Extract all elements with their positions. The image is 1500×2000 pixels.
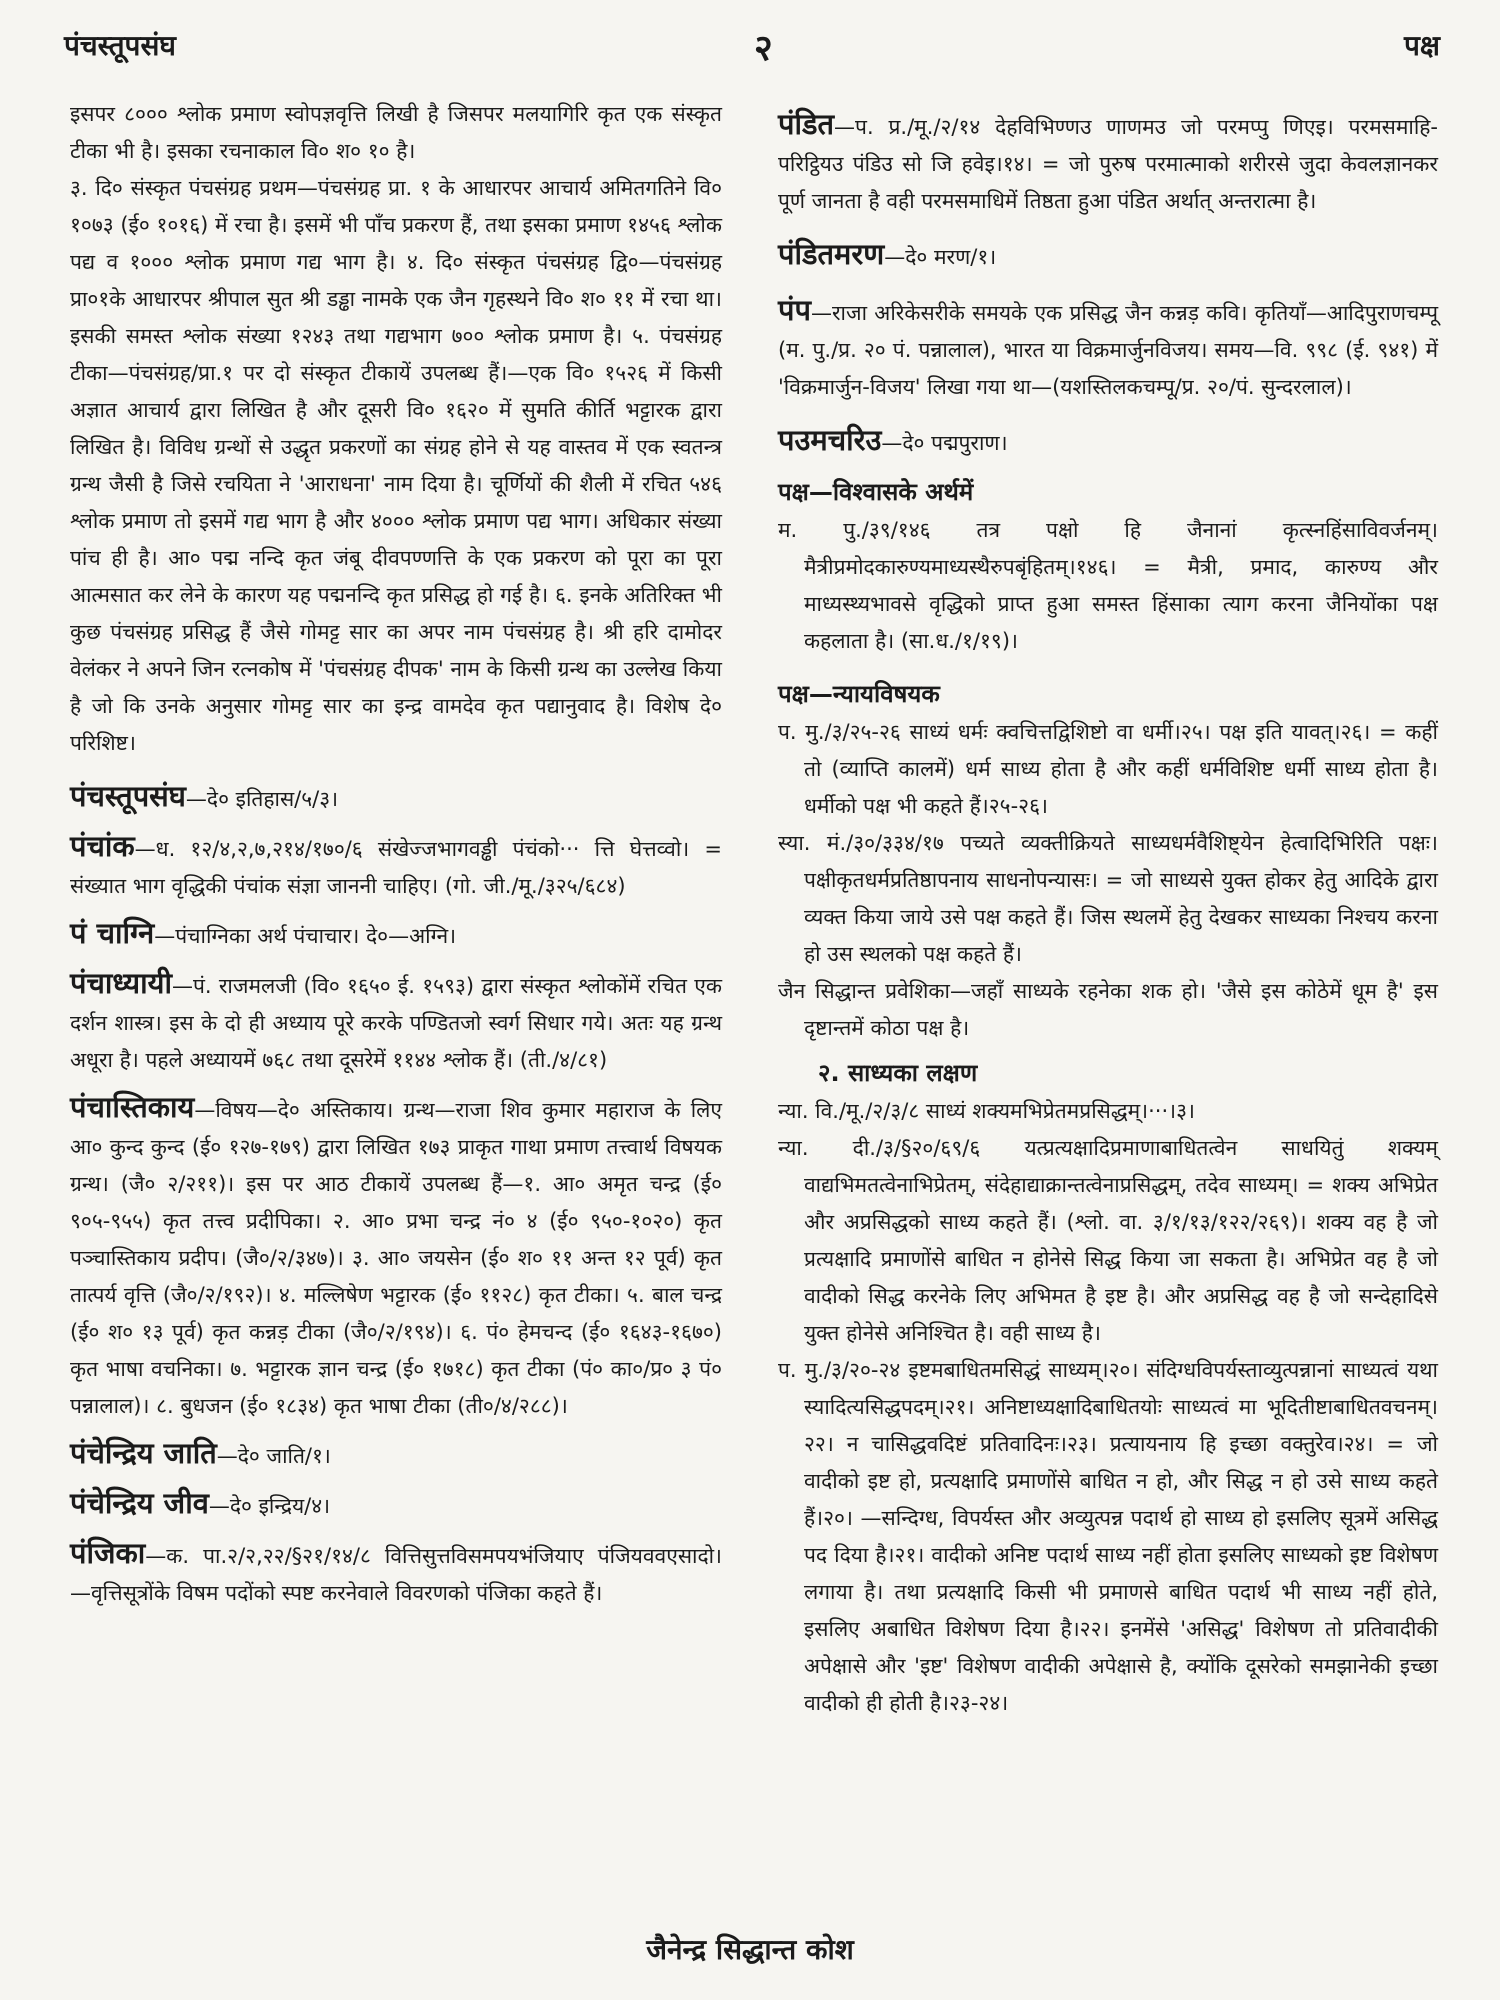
right-column [778,96,1438,1722]
page-number: २ [754,28,773,69]
entry-body: —विषय—दे० अस्तिकाय। ग्रन्थ—राजा शिव कुमार महाराज के लिए आ० कुन्द कुन्द (ई० १२७-१७९) द्वारा लिखित १७३ प्राकृत गाथा प्रमाण तत्त्वार्थ विषयक ग्रन्थ। (जै० २/२११)। इस पर आठ टीकायें उपलब्ध हैं—१. आ० अमृत चन्द्र (ई० ९०५-९५५) कृत तत्त्व प्रदीपिका। २. आ० प्रभा चन्द्र नं० ४ (ई० ९५०-१०२०) कृत पञ्चास्तिकाय प्रदीप। (जै०/२/३४७)। ३. आ० जयसेन (ई० श० ११ अन्त १२ पूर्व) कृत तात्पर्य वृत्ति (जै०/२/१९२)। ४. मल्लिषेण भट्टारक (ई० ११२८) कृत टीका। ५. बाल चन्द्र (ई० श० १३ पूर्व) कृत कन्नड़ टीका (जै०/२/१९४)। ६. पं० हेमचन्द (ई० १६४३-१६७०) कृत भाषा वचनिका। ७. भट्टारक ज्ञान चन्द्र (ई० १७१८) कृत टीका (पं० का०/प्र० ३ पं० पन्नालाल)। ८. बुधजन (ई० १८३४) कृत भाषा टीका (ती०/४/२८८)। [70,1098,722,1418]
entry-body: —प. प्र./मू./२/१४ देहविभिण्णउ णाणमउ जो परमप्पु णिएइ। परमसमाहि-परिट्ठियउ पंडिउ सो जि हवेइ।१४। = जो पुरुष परमात्माको शरीरसे जुदा केवलज्ञानकर पूर्ण जानता है वही परमसमाधिमें तिष्ठता हुआ पंडित अर्थात् अन्तरात्मा है। [778,115,1438,213]
headword: पंचास्तिकाय [70,1090,195,1124]
left-column [70,96,722,1612]
headword: पंचेन्द्रिय जीव [70,1486,209,1520]
headword: पंडित [778,107,835,141]
paksh-nyay-text-1: प. मु./३/२५-२६ साध्यं धर्मः क्वचित्तद्विशिष्टो वा धर्मी।२५। पक्ष इति यावत्।२६। = कहीं तो (व्याप्ति कालमें) धर्म साध्य होता है और कहीं धर्मविशिष्ट धर्मी साध्य होता है। धर्मीको पक्ष भी कहते हैं।२५-२६। [778,720,1438,818]
headword: पंचेन्द्रिय जाति [70,1436,217,1470]
entry-panjika [70,1533,722,1612]
entry-body: —पंचाग्निका अर्थ पंचाचार। दे०—अग्नि। [154,924,457,948]
page-header [64,18,1440,68]
entry-body: —पं. राजमलजी (वि० १६५० ई. १५९३) द्वारा संस्कृत श्लोकोंमें रचित एक दर्शन शास्त्र। इस के दो ही अध्याय पूरे करके पण्डितजो स्वर्ग सिधार गये। अतः यह ग्रन्थ अधूरा है। पहले अध्यायमें ७६८ तथा दूसरेमें ११४४ श्लोक हैं। (ती./४/८१) [70,974,722,1072]
entry-body: —दे० इन्द्रिय/४। [208,1494,331,1518]
entry-paumchariu [778,420,1438,462]
paksh-nyay-text-2: स्या. मं./३०/३३४/१७ पच्यते व्यक्तीक्रियते साध्यधर्मवैशिष्ट्येन हेत्वादिभिरिति पक्षः। पक्षीकृतधर्मप्रतिष्ठापनाय साधनोपन्यासः। = जो साध्यसे युक्त होकर हेतु आदिके द्वारा व्यक्त किया जाये उसे पक्ष कहते हैं। जिस स्थलमें हेतु देखकर साध्यका निश्चय करना हो उस स्थलको पक्ष कहते हैं। [778,831,1438,966]
paksh-vishwas-text: म. पु./३९/१४६ तत्र पक्षो हि जैनानां कृत्स्नहिंसाविवर्जनम्। मैत्रीप्रमोदकारुण्यमाध्यस्थैरुपबृंहितम्।१४६। = मैत्री, प्रमाद, कारुण्य और माध्यस्थ्यभावसे वृद्धिको प्राप्त हुआ समस्त हिंसाका त्याग करना जैनियोंका पक्ष कहलाता है। (सा.ध./१/१९)। [778,518,1438,653]
entry-body: —ध. १२/४,२,७,२१४/१७०/६ संखेज्जभागवड्ढी पंचंको··· त्ति घेत्तव्वो। = संख्यात भाग वृद्धिकी पंचांक संज्ञा जाननी चाहिए। (गो. जी./मू./३२५/६८४) [70,837,722,898]
entry-panchastupasangh [70,776,722,818]
entry-panchendriya-jiv [70,1483,722,1525]
headword: पउमचरिउ [778,423,882,457]
headword: पंडितमरण [778,237,885,271]
headword: पंचांक [70,829,135,863]
subheading-paksh-nyay: पक्ष—न्यायविषयक [778,680,940,708]
sadhya-text-3: प. मु./३/२०-२४ इष्टमबाधितमसिद्धं साध्यम्।२०। संदिग्धविपर्यस्ताव्युत्पन्नानां साध्यत्वं यथा स्यादित्यसिद्धपदम्।२१। अनिष्टाध्यक्षादिबाधितयोः साध्यत्वं मा भूदितीष्टाबाधितवचनम्।२२। न चासिद्धवदिष्टं प्रतिवादिनः।२३। प्रत्यायनाय हि इच्छा वक्तुरेव।२४। = जो वादीको इष्ट हो, प्रत्यक्षादि प्रमाणोंसे बाधित न हो, और सिद्ध न हो उसे साध्य कहते हैं।२०। —सन्दिग्ध, विपर्यस्त और अव्युत्पन्न पदार्थ हो साध्य हो इसलिए सूत्रमें असिद्ध पद दिया है।२१। वादीको अनिष्ट पदार्थ साध्य नहीं होता इसलिए साध्यको इष्ट विशेषण लगाया है। तथा प्रत्यक्षादि किसी भी प्रमाणसे बाधित पदार्थ भी साध्य नहीं होते, इसलिए अबाधित विशेषण दिया है।२२। इनमेंसे 'असिद्ध' विशेषण तो प्रतिवादीकी अपेक्षासे और 'इष्ट' विशेषण वादीकी अपेक्षासे है, क्योंकि दूसरेको समझानेकी इच्छा वादीको ही होती है।२३-२४। [778,1358,1438,1715]
headword: पंचाध्यायी [70,966,172,1000]
headword: पंजिका [70,1536,146,1570]
entry-pandit [778,104,1438,220]
entry-panchendriya-jati [70,1433,722,1475]
intro-text: इसपर ८००० श्लोक प्रमाण स्वोपज्ञवृत्ति लिखी है जिसपर मलयागिरि कृत एक संस्कृत टीका भी है। इसका रचनाकाल वि० श० १० है। [70,102,722,163]
entry-pamp [778,290,1438,406]
sadhya-text-1: न्या. वि./मू./२/३/८ साध्यं शक्यमभिप्रेतमप्रसिद्धम्।···।३। [778,1099,1195,1123]
section-sadhya-lakshan: २. साध्यका लक्षण [818,1059,978,1087]
entry-panchadhyayi [70,963,722,1079]
sadhya-text-2: न्या. दी./३/§२०/६९/६ यत्प्रत्यक्षादिप्रमाणाबाधितत्वेन साधयितुं शक्यम् वाद्यभिमतत्वेनाभिप्रेतम्, संदेहाद्याक्रान्तत्वेनाप्रसिद्धम्, तदेव साध्यम्। = शक्य अभिप्रेत और अप्रसिद्धको साध्य कहते हैं। (श्लो. वा. ३/१/१३/१२२/२६९)। शक्य वह है जो प्रत्यक्षादि प्रमाणोंसे बाधित न होनेसे सिद्ध किया जा सकता है। अभिप्रेत वह है जो वादीको सिद्ध करनेके लिए अभिमत है इष्ट है। और अप्रसिद्ध वह है जो सन्देहादिसे युक्त होनेसे अनिश्चित है। वही साध्य है। [778,1136,1438,1345]
headword: पं चाग्नि [70,916,155,950]
entry-body: —दे० जाति/१। [216,1444,331,1468]
entry-body: —दे० इतिहास/५/३। [185,787,339,811]
paksh-nyay-text-3: जैन सिद्धान्त प्रवेशिका—जहाँ साध्यके रहनेका शक हो। 'जैसे इस कोठेमें धूम है' इस दृष्टान्तमें कोठा पक्ष है। [778,979,1438,1040]
headword: पंप [778,293,811,327]
panchasangrah-text: ३. दि० संस्कृत पंचसंग्रह प्रथम—पंचसंग्रह प्रा. १ के आधारपर आचार्य अमितगतिने वि० १०७३ (ई० १०१६) में रचा है। इसमें भी पाँच प्रकरण हैं, तथा इसका प्रमाण १४५६ श्लोक पद्य व १००० श्लोक प्रमाण गद्य भाग है। ४. दि० संस्कृत पंचसंग्रह द्वि०—पंचसंग्रह प्रा०१के आधारपर श्रीपाल सुत श्री डड्ढा नामके एक जैन गृहस्थने वि० श० ११ में रचा था। इसकी समस्त श्लोक संख्या १२४३ तथा गद्यभाग ७०० श्लोक प्रमाण है। ५. पंचसंग्रह टीका—पंचसंग्रह/प्रा.१ पर दो संस्कृत टीकायें उपलब्ध हैं।—एक वि० १५२६ में किसी अज्ञात आचार्य द्वारा लिखित है और दूसरी वि० १६२० में सुमति कीर्ति भट्टारक द्वारा लिखित है। विविध ग्रन्थों से उद्धृत प्रकरणों का संग्रह होने से यह वास्तव में एक स्वतन्त्र ग्रन्थ जैसी है जिसे रचयिता ने 'आराधना' नाम दिया है। चूर्णियों की शैली में रचित ५४६ श्लोक प्रमाण तो इसमें गद्य भाग है और ४००० श्लोक प्रमाण पद्य भाग। अधिकार संख्या पांच ही है। आ० पद्म नन्दि कृत जंबू दीवपण्णत्ति के एक प्रकरण को पूरा का पूरा आत्मसात कर लेने के कारण यह पद्मनन्दि कृत प्रसिद्ध हो गई है। ६. इनके अतिरिक्त भी कुछ पंचसंग्रह प्रसिद्ध हैं जैसे गोमट्ट सार का अपर नाम पंचसंग्रह है। श्री हरि दामोदर वेलंकर ने अपने जिन रत्नकोष में 'पंचसंग्रह दीपक' नाम के किसी ग्रन्थ का उल्लेख किया है जो कि उनके अनुसार गोमट्ट सार का इन्द्र वामदेव कृत पद्यानुवाद है। विशेष दे० परिशिष्ट। [70,176,722,755]
entry-panchastikay [70,1087,722,1425]
running-head-right: पक्ष [1404,29,1440,62]
entry-body: —क. पा.२/२,२२/§२१/१४/८ वित्तिसुत्तविसमपयभंजियाए पंजियववएसादो। —वृत्तिसूत्रोंके विषम पदोंको स्पष्ट करनेवाले विवरणको पंजिका कहते हैं। [70,1544,722,1605]
page-footer: जैनेन्द्र सिद्धान्त कोश [646,1933,854,1966]
running-head-left: पंचस्तूपसंघ [64,29,176,62]
subheading-paksh-vishwas: पक्ष—विश्वासके अर्थमें [778,478,974,506]
entry-panchank [70,826,722,905]
entry-body: —दे० मरण/१। [884,245,997,269]
entry-body: —राजा अरिकेसरीके समयके एक प्रसिद्ध जैन कन्नड़ कवि। कृतियाँ—आदिपुराणचम्पू (म. पु./प्र. २० पं. पन्नालाल), भारत या विक्रमार्जुनविजय। समय—वि. ९९८ (ई. ९४१) में 'विक्रमार्जुन-विजय' लिखा गया था—(यशस्तिलकचम्पू/प्र. २०/पं. सुन्दरलाल)। [778,301,1438,399]
entry-body: —दे० पद्मपुराण। [881,431,1008,455]
entry-panditmaran [778,234,1438,276]
headword: पंचस्तूपसंघ [70,779,186,813]
entry-panchagni [70,913,722,955]
